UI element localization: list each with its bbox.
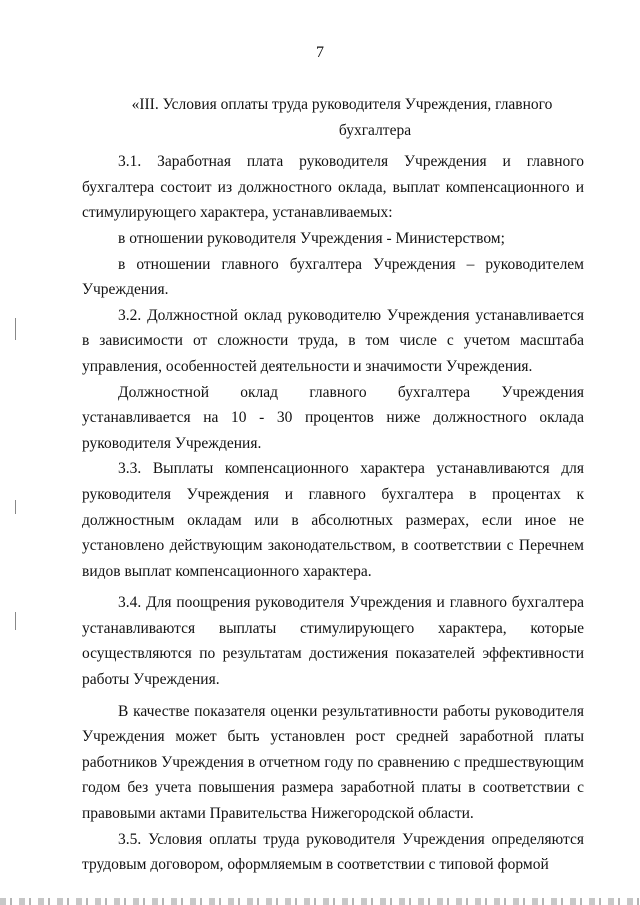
paragraph-3-1: 3.1. Заработная плата руководителя Учреждения и главного бухгалтера состоит из должностного оклада, выплат компенсационного и стимулирующего характера, устанавливаемых: (82, 153, 584, 222)
scan-margin-mark (15, 318, 16, 340)
paragraph-3-5: 3.5. Условия оплаты труда руководителя Учреждения определяются трудовым договором, оформляемым в соответствии с типовой формой (82, 830, 584, 874)
paragraph-3-3: 3.3. Выплаты компенсационного характера устанавливаются для руководителя Учреждения и главного бухгалтера в процентах к должностным окладам или в абсолютных размерах, если иное не установлено действующим законодательством, в соответствии с Перечнем видов выплат компенсационного характера. (82, 460, 584, 580)
paragraph-3-1-director: в отношении руководителя Учреждения - Министерством; (118, 229, 505, 247)
scan-margin-mark (15, 500, 16, 514)
section-heading (82, 92, 584, 143)
paragraph-3-4-indicator: В качестве показателя оценки результативности работы руководителя Учреждения может быть установлен рост средней заработной платы работников Учреждения в отчетном году по сравнению с предшествующим годом без учета повышения размера заработной платы в соответствии с правовыми актами Правительства Нижегородской области. (82, 702, 584, 823)
paragraph-3-2-accountant: Должностной оклад главного бухгалтера Учреждения устанавливается на 10 - 30 процентов ниже должностного оклада руководителя Учреждения. (82, 383, 584, 452)
scan-margin-mark (15, 612, 16, 630)
section-heading-line2: бухгалтера (338, 121, 412, 139)
page-number: 7 (316, 44, 324, 61)
paragraph-3-4: 3.4. Для поощрения руководителя Учреждения и главного бухгалтера устанавливаются выплаты стимулирующего характера, которые осуществляются по результатам достижения показателей эффективности работы Учреждения. (82, 594, 584, 689)
paragraph-3-1-accountant: в отношении главного бухгалтера Учреждения – руководителем Учреждения. (82, 255, 584, 299)
document-body (82, 92, 584, 878)
scan-bottom-edge (0, 898, 640, 905)
paragraph-3-2: 3.2. Должностной оклад руководителю Учреждения устанавливается в зависимости от сложности труда, в том числе с учетом масштаба управления, особенностей деятельности и значимости Учреждения. (82, 306, 584, 375)
section-heading-line1: «III. Условия оплаты труда руководителя Учреждения, главного (131, 96, 553, 113)
